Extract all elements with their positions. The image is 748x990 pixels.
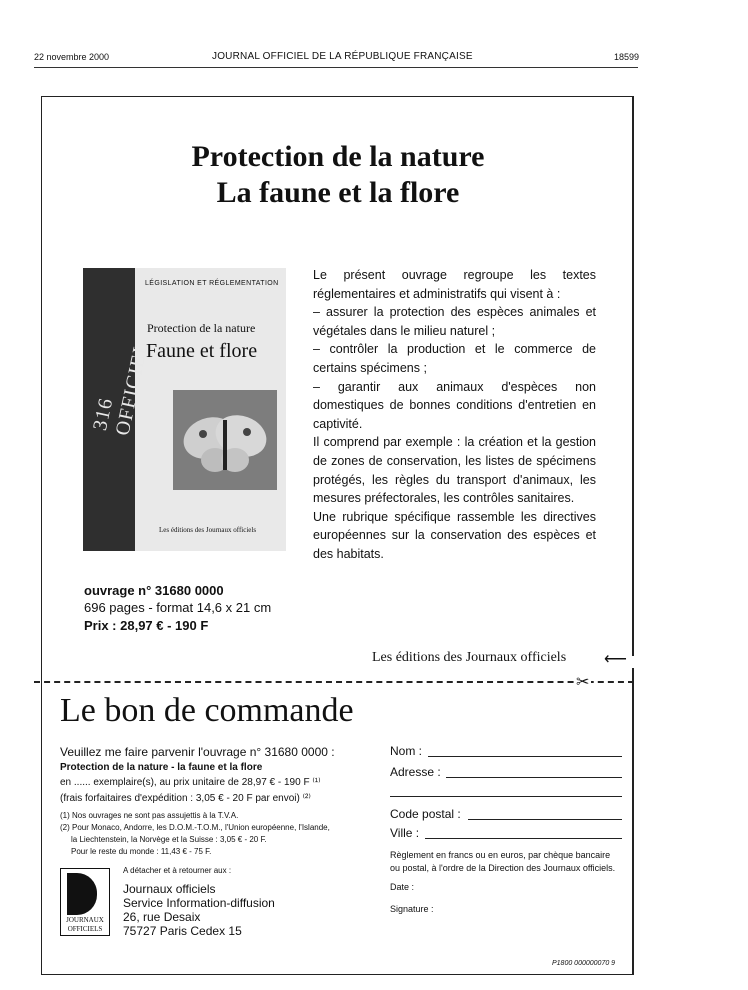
book-format: 696 pages - format 14,6 x 21 cm bbox=[84, 600, 272, 615]
detach-instruction: A détacher et à retourner aux : bbox=[123, 866, 232, 875]
footnote: Pour le reste du monde : 11,43 € - 75 F. bbox=[71, 847, 212, 856]
journaux-officiels-logo bbox=[60, 868, 110, 936]
address-line: 26, rue Desaix bbox=[123, 910, 201, 924]
cover-header: LÉGISLATION ET RÉGLEMENTATION bbox=[145, 280, 279, 287]
order-request: Veuillez me faire parvenir l'ouvrage n° 31680 0000 : bbox=[60, 745, 335, 759]
order-quantity[interactable]: en ...... exemplaire(s), au prix unitaire de 28,97 € - 190 F ⁽¹⁾ bbox=[60, 777, 321, 788]
butterfly-photo bbox=[173, 390, 277, 490]
book-reference: ouvrage n° 31680 0000 bbox=[84, 583, 224, 598]
payment-terms: Règlement en francs ou en euros, par chèque bancaire bbox=[390, 850, 611, 860]
arrow-left-icon: ⟵ bbox=[604, 651, 627, 668]
book-cover-image bbox=[83, 268, 286, 551]
description-paragraph: – contrôler la production et le commerce de certains spécimens ; bbox=[313, 342, 596, 375]
description-paragraph: Une rubrique spécifique rassemble les directives européennes sur la conservation des espèces et des habitats. bbox=[313, 509, 596, 561]
ad-title-line2: La faune et la flore bbox=[216, 176, 460, 209]
payment-terms: ou postal, à l'ordre de la Direction des Journaux officiels. bbox=[390, 863, 616, 873]
page-number: 18599 bbox=[614, 52, 640, 62]
ville-field[interactable] bbox=[425, 838, 622, 839]
header-date: 22 novembre 2000 bbox=[34, 52, 110, 62]
code-postal-label: Code postal : bbox=[390, 807, 461, 821]
logo-text: OFFICIELS bbox=[67, 925, 103, 933]
adresse-field[interactable] bbox=[446, 777, 622, 778]
footnote: (1) Nos ouvrages ne sont pas assujettis à la T.V.A. bbox=[60, 811, 239, 820]
signature-field[interactable]: Signature : bbox=[390, 904, 434, 914]
journal-title: JOURNAL OFFICIEL DE LA RÉPUBLIQUE FRANÇAISE bbox=[212, 51, 473, 62]
cut-line bbox=[34, 681, 634, 683]
ad-title-line1: Protection de la nature bbox=[191, 140, 485, 173]
footnote: la Liechtenstein, la Norvège et la Suisse : 3,05 € - 20 F. bbox=[71, 835, 267, 844]
cover-footer: Les éditions des Journaux officiels bbox=[159, 526, 257, 534]
adresse-field-line2[interactable] bbox=[390, 796, 622, 797]
nom-label: Nom : bbox=[390, 744, 423, 758]
order-book-title: Protection de la nature - la faune et la flore bbox=[60, 762, 263, 773]
frame-border-right-lower bbox=[632, 668, 634, 975]
code-postal-field[interactable] bbox=[468, 819, 622, 820]
footnote: (2) Pour Monaco, Andorre, les D.O.M.-T.O.M., l'Union européenne, l'Islande, bbox=[60, 823, 330, 832]
logo-mark-icon bbox=[67, 873, 97, 915]
book-spine bbox=[83, 268, 153, 551]
address-line: 75727 Paris Cedex 15 bbox=[123, 924, 242, 938]
publisher-name: Les éditions des Journaux officiels bbox=[372, 650, 567, 665]
header-rule bbox=[34, 67, 638, 68]
address-line: Journaux officiels bbox=[123, 882, 216, 896]
description-paragraph: Le présent ouvrage regroupe les textes réglementaires et administratifs qui visent à : bbox=[313, 268, 596, 301]
date-field[interactable]: Date : bbox=[390, 882, 415, 892]
adresse-label: Adresse : bbox=[390, 765, 441, 779]
order-shipping: (frais forfaitaires d'expédition : 3,05 € - 20 F par envoi) ⁽²⁾ bbox=[60, 793, 311, 804]
book-price: Prix : 28,97 € - 190 F bbox=[84, 618, 209, 633]
address-line: Service Information-diffusion bbox=[123, 896, 275, 910]
book-description bbox=[313, 266, 596, 564]
ville-label: Ville : bbox=[390, 826, 420, 840]
description-paragraph: Il comprend par exemple : la création et la gestion de zones de conservation, les listes de spécimens protégés, les règles du transport d'animaux, les mesures préfectorales, les contrôles sanitaires. bbox=[313, 435, 596, 506]
spine-text: 316 OFFICIEL bbox=[89, 339, 153, 438]
cover-title: Faune et flore bbox=[146, 340, 258, 362]
order-form-title: Le bon de commande bbox=[60, 692, 354, 729]
document-code: P1800 000000070 9 bbox=[552, 960, 616, 967]
description-paragraph: – assurer la protection des espèces animales et végétales dans le milieu naturel ; bbox=[313, 305, 596, 338]
scissors-icon: ✂ bbox=[576, 674, 590, 691]
logo-text: JOURNAUX bbox=[66, 916, 104, 924]
description-paragraph: – garantir aux animaux d'espèces non domestiques de bonnes conditions d'entretien en captivité. bbox=[313, 379, 596, 431]
nom-field[interactable] bbox=[428, 756, 622, 757]
cover-subtitle: Protection de la nature bbox=[147, 321, 256, 335]
